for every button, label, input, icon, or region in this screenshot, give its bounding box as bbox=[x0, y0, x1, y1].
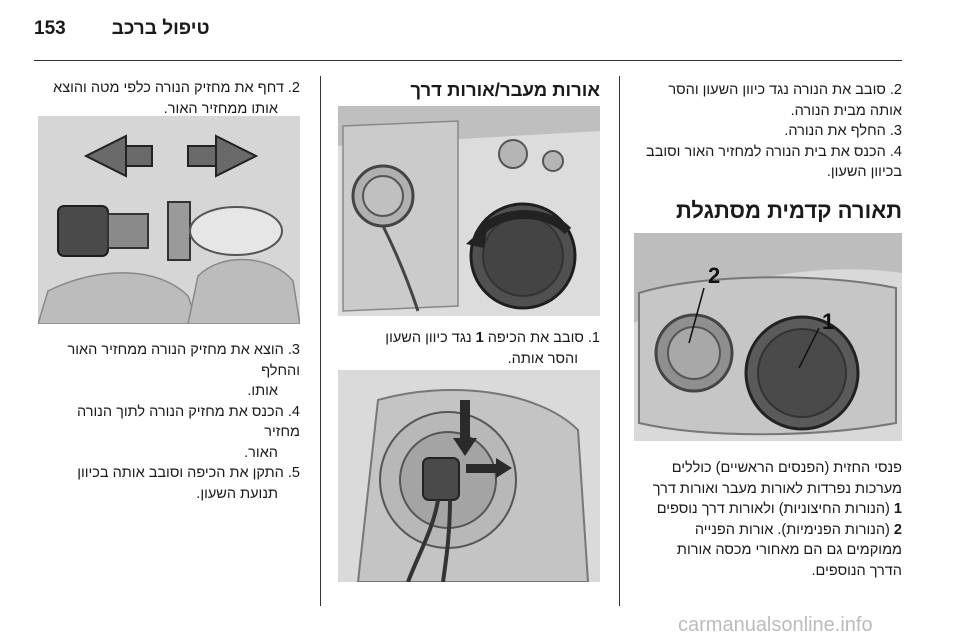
callout-1: 1 bbox=[822, 309, 835, 334]
middle-column-heading bbox=[338, 78, 600, 102]
column-divider-left bbox=[320, 76, 321, 606]
middle-step-1: 1. סובב את הכיפה 1 נגד כיוון השעון והסר אותה. bbox=[385, 330, 600, 367]
callout-2: 2 bbox=[708, 263, 721, 288]
low-high-beam-heading: אורות מעבר/אורות דרך bbox=[410, 79, 600, 100]
bulb-holder-figure bbox=[338, 370, 600, 582]
footer-watermark[interactable]: carmanualsonline.info bbox=[678, 614, 873, 636]
right-body-text: פנסי החזית (הפנסים הראשיים) כוללים מערכות נפרדות לאורות מעבר ואורות דרך 1 (הנורות החיצוניות) ולאורות דרך נוספים 2 (הנורות הפנימיות). אורות הפנייה ממוקמים גם הם מאחורי מכסה אורות הדרך הנוספים. bbox=[652, 460, 902, 579]
right-step-4: 4. הכנס את בית הנורה למחזיר האור וסובב בכיוון השעון. bbox=[646, 143, 902, 180]
bulb-replacement-figure bbox=[38, 116, 300, 324]
headlamp-cap-figure bbox=[338, 106, 600, 316]
right-step-3: 3. החלף את הנורה. bbox=[784, 123, 902, 139]
left-steps-3-5: 3. הוצא את מחזיק הנורה ממחזיר האור והחלף אותו. 4. הכנס את מחזיק הנורה לתוך הנורה מחזיר האור. 5. התקן את הכיפה וסובב אותה בכיוון תנועת השעון. bbox=[38, 340, 300, 504]
page-number: 153 bbox=[34, 18, 66, 39]
left-step-3: 3. הוצא את מחזיק הנורה ממחזיר האור והחלף bbox=[67, 342, 300, 379]
section-title: טיפול ברכב bbox=[111, 18, 210, 39]
right-column bbox=[634, 80, 902, 225]
left-step-2: 2. דחף את מחזיק הנורה כלפי מטה והוצא אותו ממחזיר האור. bbox=[53, 80, 300, 117]
right-step-2: 2. סובב את הנורה נגד כיוון השעון והסר אותה מבית הנורה. bbox=[668, 82, 902, 119]
header-divider bbox=[34, 60, 902, 61]
left-step-5: 5. התקן את הכיפה וסובב אותה בכיוון bbox=[77, 465, 300, 481]
column-divider-right bbox=[619, 76, 620, 606]
page-header bbox=[34, 18, 210, 40]
headlamp-figure-right bbox=[634, 233, 902, 441]
left-step-4: 4. הכנס את מחזיק הנורה לתוך הנורה מחזיר bbox=[77, 403, 300, 440]
adaptive-lighting-heading: תאורה קדמית מסתגלת bbox=[676, 197, 902, 223]
